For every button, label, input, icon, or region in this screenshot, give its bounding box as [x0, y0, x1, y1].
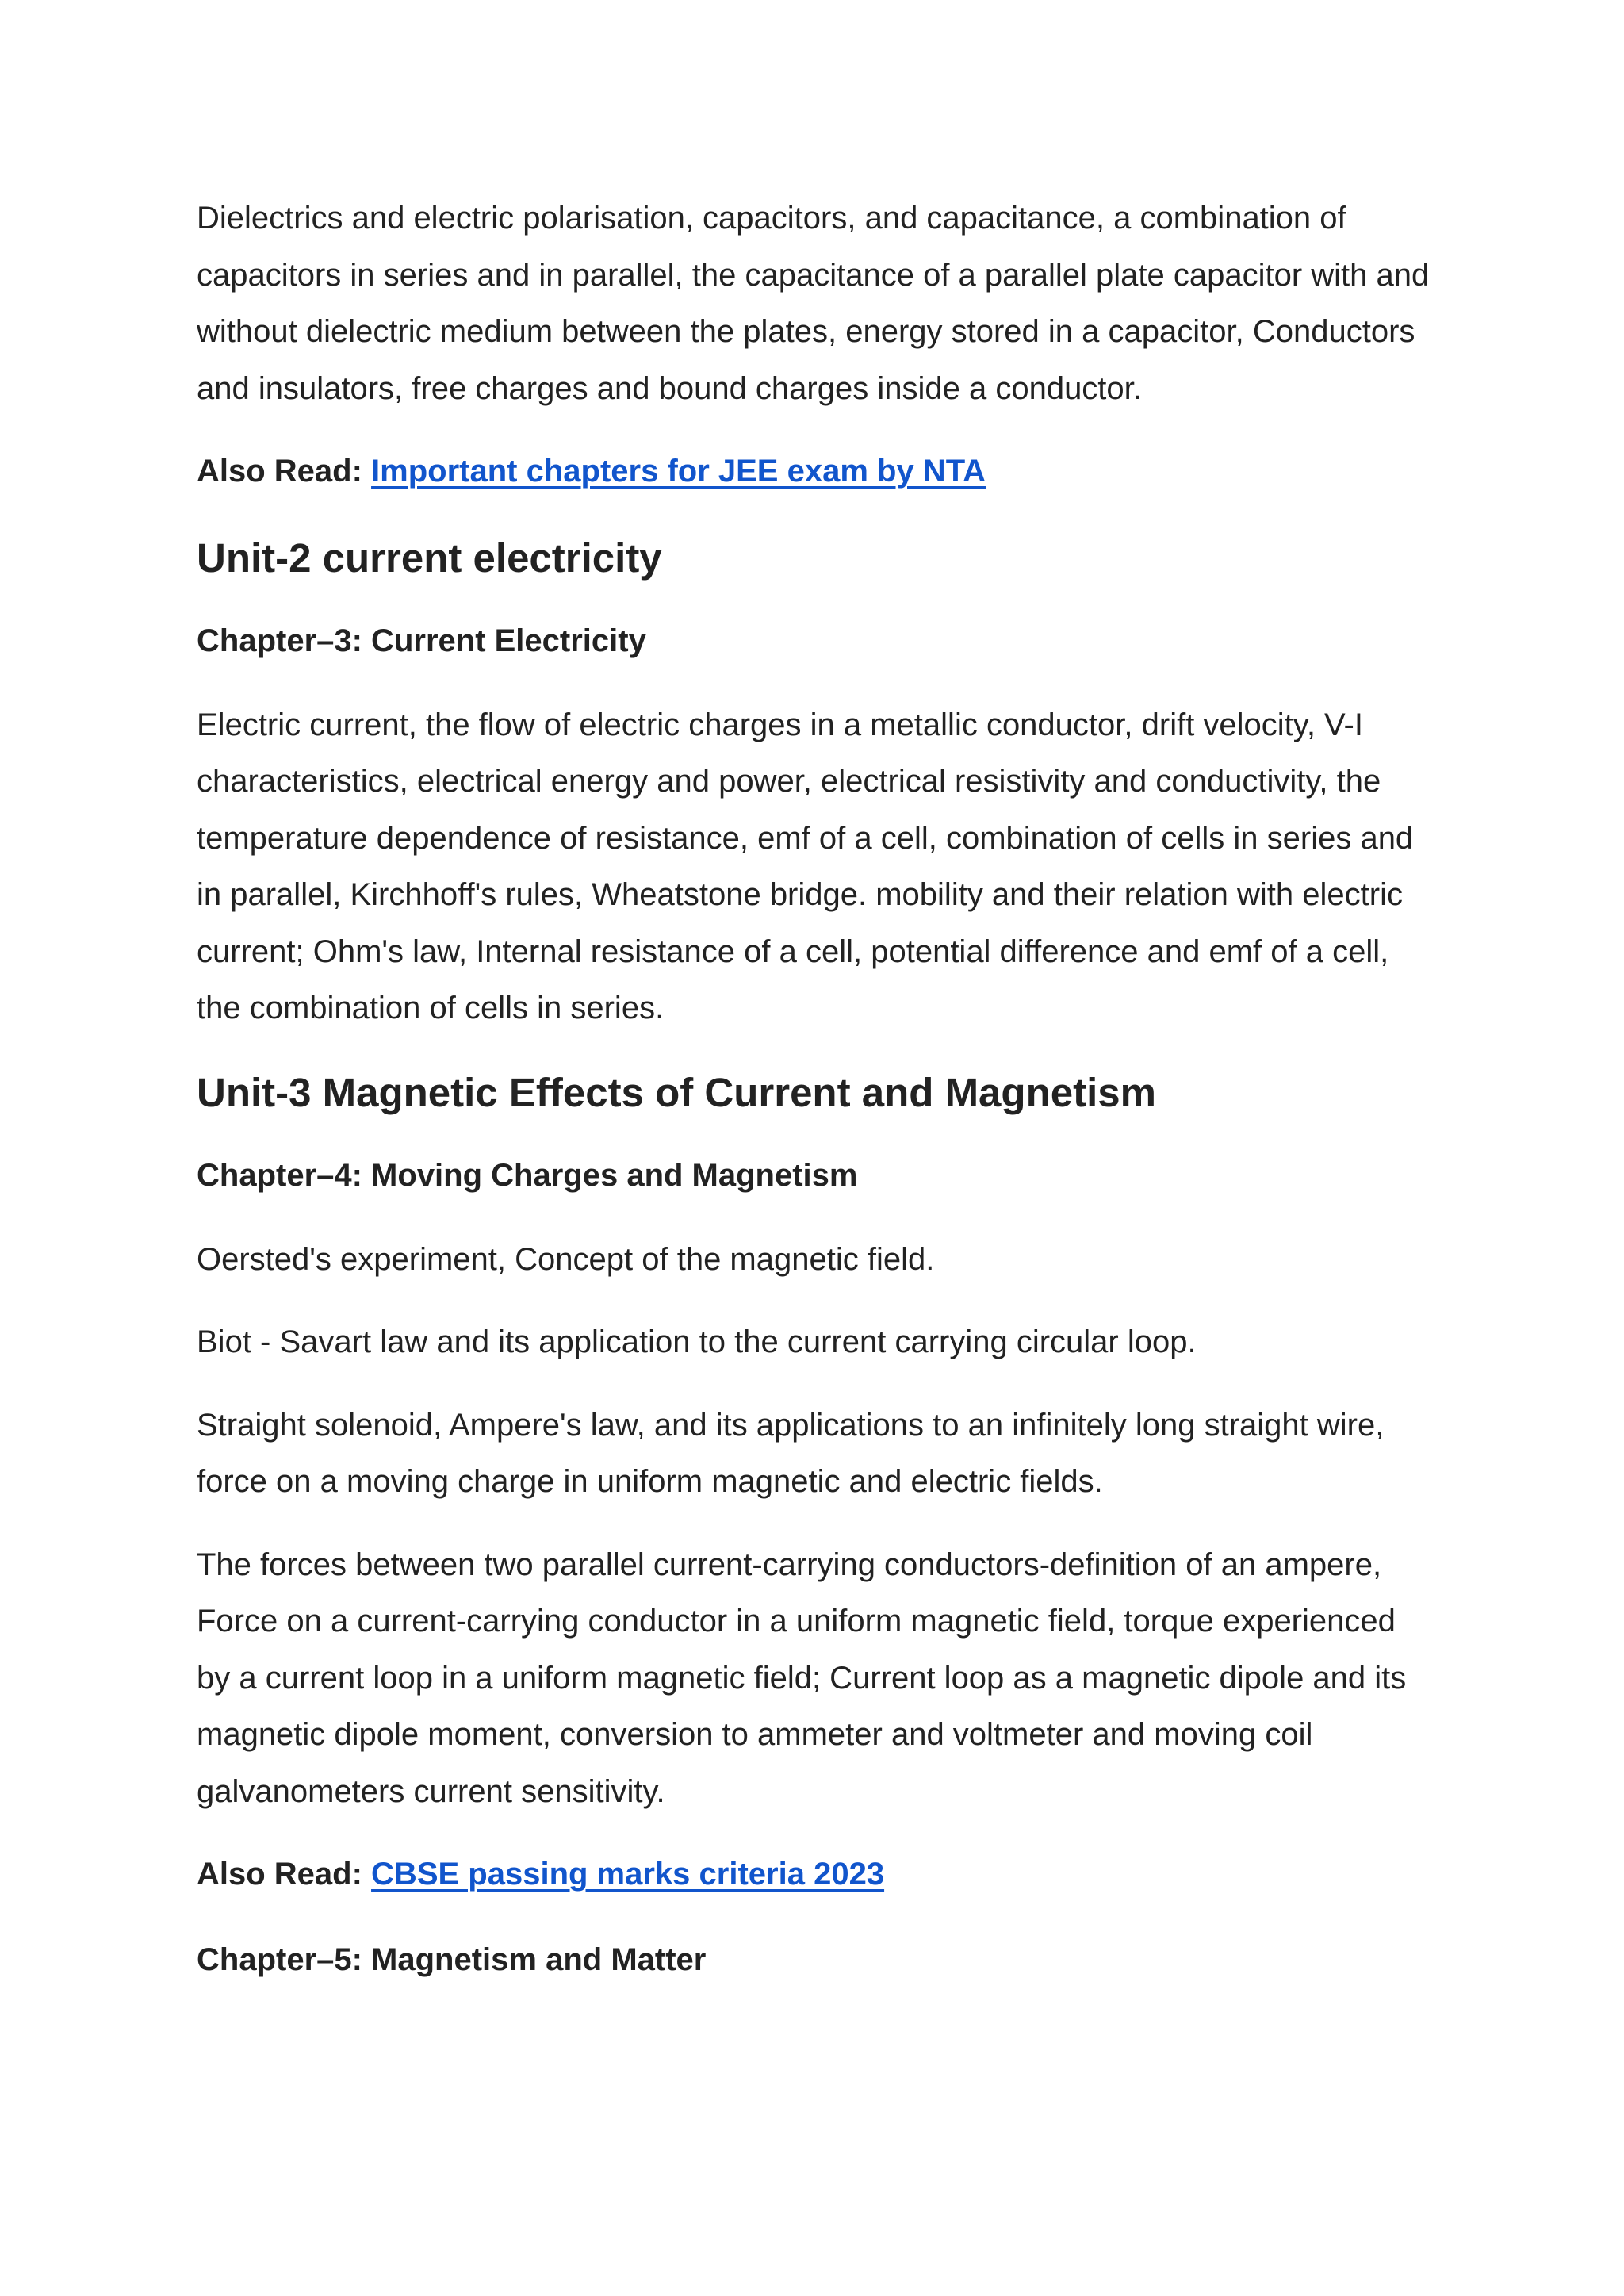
chapter3-paragraph: Electric current, the flow of electric charges in a metallic conductor, drift velocity, V-I characteristics, electrical energy and power, electrical resistivity and conductivity, the temperature dependence of resistance, emf of a cell, combination of cells in series and in parallel, Kirchhoff's rules, Wheatstone bridge. mobility and their relation with electric current; Ohm's law, Internal resistance of a cell, potential difference and emf of a cell, the combination of cells in series.: [197, 707, 1414, 1025]
also-read-jee: [197, 443, 1434, 500]
also-read-cbse: [197, 1846, 1434, 1903]
chapter4-paragraph-biot-savart: Biot - Savart law and its application to the current carrying circular loop.: [197, 1324, 1197, 1359]
chapter4-paragraph-solenoid: Straight solenoid, Ampere's law, and its applications to an infinitely long straight wire, force on a moving charge in uniform magnetic and electric fields.: [197, 1407, 1385, 1499]
unit2-heading: Unit-2 current electricity: [197, 535, 662, 581]
cbse-passing-marks-link[interactable]: CBSE passing marks criteria 2023: [371, 1857, 885, 1892]
chapter5-heading: Chapter–5: Magnetism and Matter: [197, 1941, 707, 1977]
chapter4-heading: Chapter–4: Moving Charges and Magnetism: [197, 1157, 858, 1193]
also-read-label: Also Read:: [197, 1857, 372, 1892]
chapter3-heading: Chapter–3: Current Electricity: [197, 623, 646, 658]
chapter4-paragraph-forces: The forces between two parallel current-carrying conductors-definition of an ampere, Force on a current-carrying conductor in a uniform magnetic field, torque experienced by a current loop in a uniform magnetic field; Current loop as a magnetic dipole and its magnetic dipole moment, conversion to ammeter and voltmeter and moving coil galvanometers current sensitivity.: [197, 1547, 1407, 1809]
document-page: [197, 190, 1434, 2016]
chapter4-paragraph-oersted: Oersted's experiment, Concept of the magnetic field.: [197, 1241, 935, 1277]
jee-chapters-link[interactable]: Important chapters for JEE exam by NTA: [371, 454, 986, 489]
also-read-label: Also Read:: [197, 454, 372, 489]
unit3-heading: Unit-3 Magnetic Effects of Current and Magnetism: [197, 1069, 1156, 1115]
intro-paragraph: Dielectrics and electric polarisation, capacitors, and capacitance, a combination of capacitors in series and in parallel, the capacitance of a parallel plate capacitor with and without dielectric medium between the plates, energy stored in a capacitor, Conductors and insulators, free charges and bound charges inside a conductor.: [197, 201, 1430, 406]
